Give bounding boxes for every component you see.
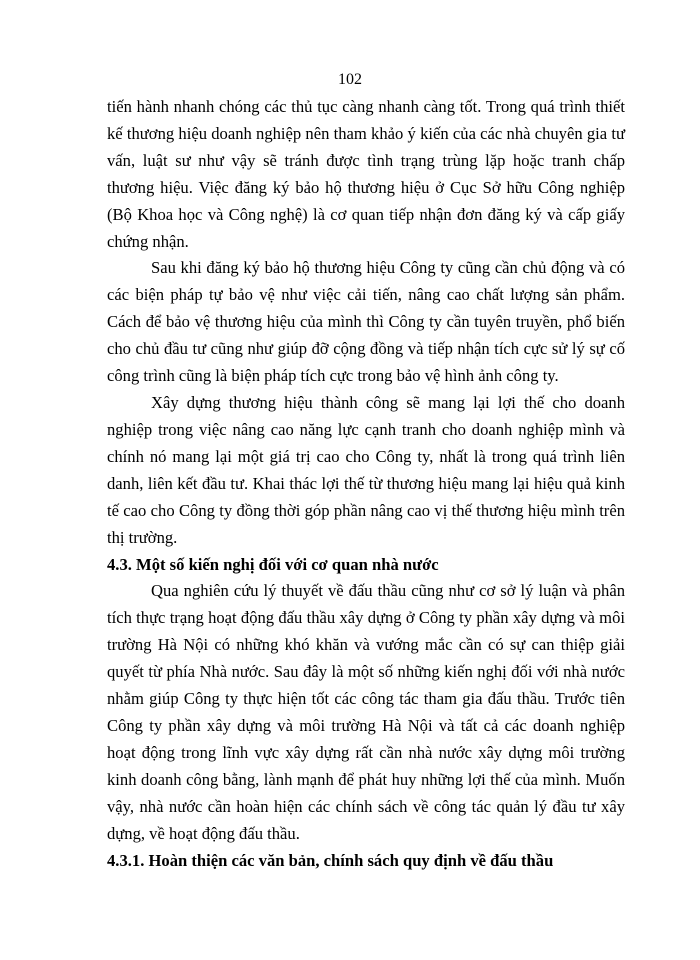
paragraph-brand-protection: Sau khi đăng ký bảo hộ thương hiệu Công ty cũng cần chủ động và có các biện pháp tự bảo vệ như việc cải tiến, nâng cao chất lượng sản phẩm. Cách để bảo vệ thương hiệu của mình thì Công ty cần tuyên truyền, phổ biến cho chủ đầu tư cũng như giúp đỡ cộng đồng và tiếp nhận tích cực sử lý sự cố công trình cũng là biện pháp tích cực trong bảo vệ hình ảnh công ty. — [107, 258, 625, 386]
page-content — [107, 94, 625, 874]
paragraph-continued: tiến hành nhanh chóng các thủ tục càng nhanh càng tốt. Trong quá trình thiết kế thương hiệu doanh nghiệp nên tham khảo ý kiến của các nhà chuyên gia tư vấn, luật sư như vậy sẽ tránh được tình trạng trùng lặp hoặc tranh chấp thương hiệu. Việc đăng ký bảo hộ thương hiệu ở Cục Sở hữu Công nghiệp (Bộ Khoa học và Công nghệ) là cơ quan tiếp nhận đơn đăng ký và cấp giấy chứng nhận. — [107, 97, 625, 251]
paragraph-brand-building: Xây dựng thương hiệu thành công sẽ mang lại lợi thế cho doanh nghiệp trong việc nâng cao năng lực cạnh tranh cho doanh nghiệp mình và chính nó mang lại một giá trị cao cho Công ty, nhất là trong quá trình liên danh, liên kết đầu tư. Khai thác lợi thế từ thương hiệu mang lại hiệu quả kinh tế cao cho Công ty đồng thời góp phần nâng cao vị thế thương hiệu mình trên thị trường. — [107, 392, 625, 547]
page-number: 102 — [338, 71, 362, 88]
section-heading-4-3-1: 4.3.1. Hoàn thiện các văn bản, chính sách quy định về đấu thầu — [107, 851, 554, 871]
paragraph-recommendations: Qua nghiên cứu lý thuyết về đấu thầu cũng như cơ sở lý luận và phân tích thực trạng hoạt động đấu thầu xây dựng ở Công ty phần xây dựng và môi trường Hà Nội có những khó khăn và vướng mắc cần có sự can thiệp giải quyết từ phía Nhà nước. Sau đây là một số những kiến nghị đối với nhà nước nhằm giúp Công ty thực hiện tốt các công tác tham gia đấu thầu. Trước tiên Công ty phần xây dựng và môi trường Hà Nội và tất cả các doanh nghiệp hoạt động trong lĩnh vực xây dựng rất cần nhà nước xây dựng môi trường kinh doanh công bằng, lành mạnh để phát huy những lợi thế của mình. Muốn vậy, nhà nước cần hoàn hiện các chính sách về công tác quản lý đầu tư xây dựng, về hoạt động đấu thầu. — [107, 581, 625, 843]
section-heading-4-3: 4.3. Một số kiến nghị đối với cơ quan nhà nước — [107, 555, 439, 575]
